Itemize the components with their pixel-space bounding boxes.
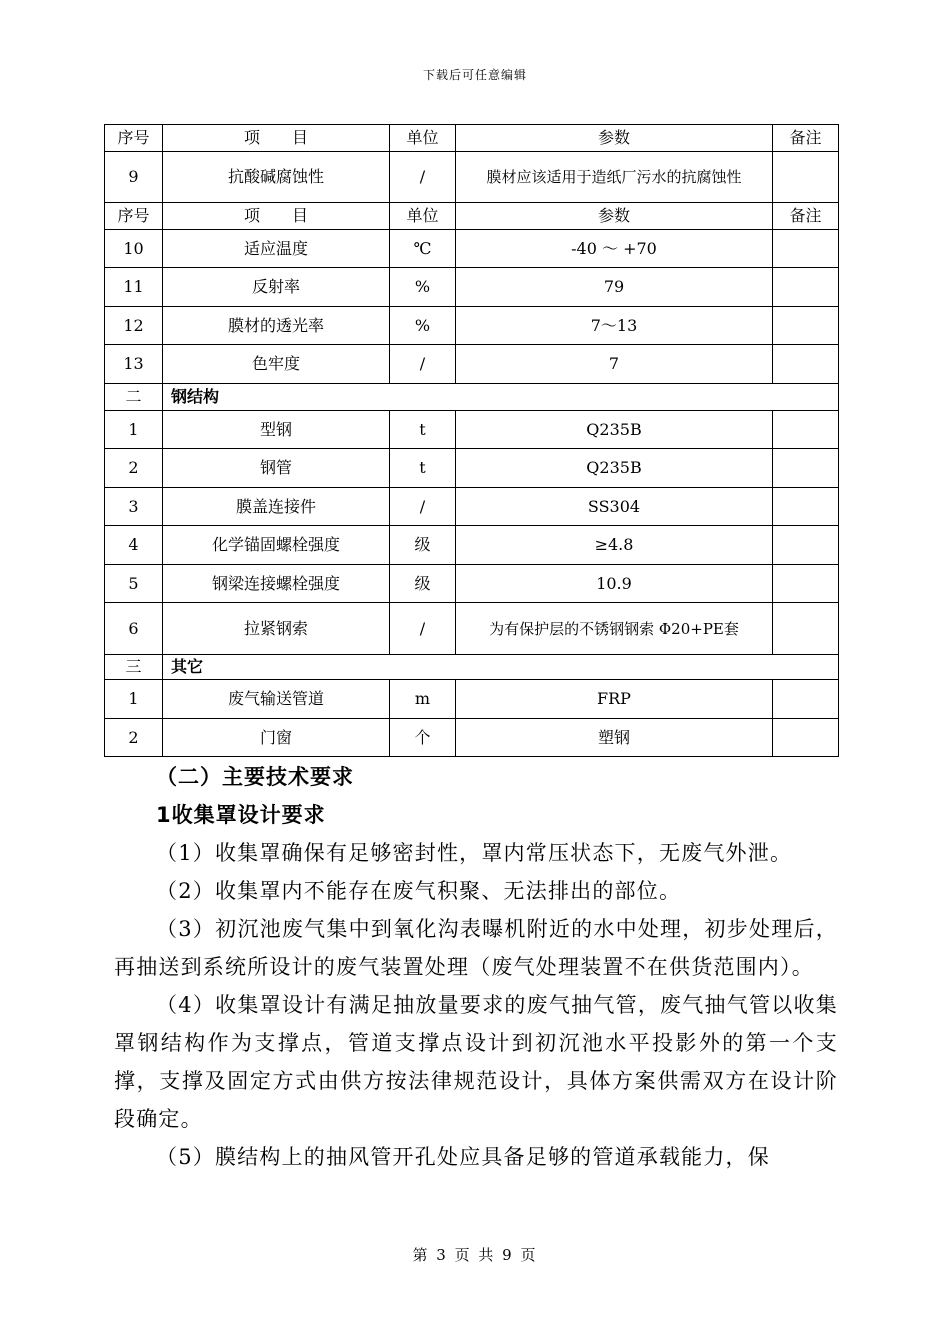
cell-item: 废气输送管道 (163, 680, 390, 719)
table-row (105, 680, 839, 719)
cell-note (773, 230, 839, 268)
table-row (105, 411, 839, 449)
cell-note (773, 411, 839, 449)
col-header-param: 参数 (456, 203, 773, 230)
paragraph-4: （4）收集罩设计有满足抽放量要求的废气抽气管，废气抽气管以收集罩钢结构作为支撑点，管道支撑点设计到初沉池水平投影外的第一个支撑，支撑及固定方式由供方按法律规范设计，具体方案供需双方在设计阶段确定。 (114, 993, 838, 1131)
section-title: 其它 (163, 655, 839, 680)
table-row (105, 526, 839, 565)
cell-unit: t (390, 411, 456, 449)
cell-no: 2 (105, 719, 163, 757)
cell-item: 型钢 (163, 411, 390, 449)
cell-item: 反射率 (163, 268, 390, 307)
cell-param: Q235B (456, 411, 773, 449)
cell-item: 钢管 (163, 449, 390, 488)
col-header-no: 序号 (105, 125, 163, 152)
cell-no: 4 (105, 526, 163, 565)
cell-no: 12 (105, 307, 163, 345)
paragraph-3: （3）初沉池废气集中到氧化沟表曝机附近的水中处理，初步处理后，再抽送到系统所设计的废气装置处理（废气处理装置不在供货范围内）。 (114, 917, 838, 979)
cell-param: 为有保护层的不锈钢钢索 Φ20+PE套 (456, 603, 773, 655)
cell-no: 5 (105, 565, 163, 603)
cell-no: 11 (105, 268, 163, 307)
cell-unit: / (390, 152, 456, 203)
table-row (105, 230, 839, 268)
section-row-steel (105, 384, 839, 411)
section-title: 钢结构 (163, 384, 839, 411)
cell-param: 塑钢 (456, 719, 773, 757)
cell-note (773, 488, 839, 526)
cell-param: 10.9 (456, 565, 773, 603)
cell-note (773, 603, 839, 655)
cell-note (773, 449, 839, 488)
table-row (105, 449, 839, 488)
table-row (105, 488, 839, 526)
col-header-no: 序号 (105, 203, 163, 230)
col-header-item: 项 目 (163, 125, 390, 152)
cell-unit: ℃ (390, 230, 456, 268)
cell-note (773, 680, 839, 719)
spec-table (104, 124, 839, 757)
cell-item: 钢梁连接螺栓强度 (163, 565, 390, 603)
cell-unit: / (390, 345, 456, 384)
cell-item: 拉紧钢索 (163, 603, 390, 655)
cell-no: 3 (105, 488, 163, 526)
cell-item: 膜盖连接件 (163, 488, 390, 526)
cell-param: 膜材应该适用于造纸厂污水的抗腐蚀性 (456, 152, 773, 203)
section-row-other (105, 655, 839, 680)
cell-item: 色牢度 (163, 345, 390, 384)
table-row (105, 268, 839, 307)
page-footer: 第 3 页 共 9 页 (412, 1246, 538, 1264)
cell-note (773, 268, 839, 307)
cell-item: 膜材的透光率 (163, 307, 390, 345)
cell-no: 1 (105, 680, 163, 719)
table-header-row-repeat (105, 203, 839, 230)
col-header-note: 备注 (773, 203, 839, 230)
cell-unit: % (390, 307, 456, 345)
cell-note (773, 565, 839, 603)
cell-param: SS304 (456, 488, 773, 526)
paragraph-2: （2）收集罩内不能存在废气积聚、无法排出的部位。 (156, 879, 682, 903)
subsection-heading: 1收集罩设计要求 (156, 803, 326, 827)
cell-param: ≥4.8 (456, 526, 773, 565)
cell-unit: % (390, 268, 456, 307)
section-no: 三 (105, 655, 163, 680)
body-text (114, 758, 838, 1176)
col-header-param: 参数 (456, 125, 773, 152)
cell-no: 2 (105, 449, 163, 488)
col-header-note: 备注 (773, 125, 839, 152)
cell-item: 适应温度 (163, 230, 390, 268)
table-row (105, 719, 839, 757)
cell-param: 7 (456, 345, 773, 384)
cell-no: 9 (105, 152, 163, 203)
cell-note (773, 152, 839, 203)
cell-note (773, 719, 839, 757)
cell-no: 13 (105, 345, 163, 384)
cell-param: Q235B (456, 449, 773, 488)
col-header-unit: 单位 (390, 125, 456, 152)
cell-unit: / (390, 603, 456, 655)
cell-note (773, 345, 839, 384)
cell-item: 化学锚固螺栓强度 (163, 526, 390, 565)
cell-unit: 级 (390, 526, 456, 565)
cell-param: -40 ～ +70 (456, 230, 773, 268)
cell-unit: / (390, 488, 456, 526)
section-no: 二 (105, 384, 163, 411)
cell-unit: m (390, 680, 456, 719)
table-row (105, 603, 839, 655)
cell-no: 6 (105, 603, 163, 655)
page-header: 下载后可任意编辑 (422, 68, 527, 82)
table-row (105, 152, 839, 203)
table-row (105, 565, 839, 603)
cell-param: 79 (456, 268, 773, 307)
table-row (105, 307, 839, 345)
cell-unit: 级 (390, 565, 456, 603)
paragraph-1: （1）收集罩确保有足够密封性，罩内常压状态下，无废气外泄。 (156, 841, 793, 865)
paragraph-5: （5）膜结构上的抽风管开孔处应具备足够的管道承载能力，保 (156, 1145, 770, 1169)
cell-note (773, 526, 839, 565)
section-heading: （二）主要技术要求 (156, 765, 354, 789)
cell-unit: t (390, 449, 456, 488)
cell-item: 抗酸碱腐蚀性 (163, 152, 390, 203)
cell-unit: 个 (390, 719, 456, 757)
cell-param: 7～13 (456, 307, 773, 345)
table-row (105, 345, 839, 384)
cell-item: 门窗 (163, 719, 390, 757)
cell-note (773, 307, 839, 345)
cell-no: 10 (105, 230, 163, 268)
cell-param: FRP (456, 680, 773, 719)
col-header-unit: 单位 (390, 203, 456, 230)
cell-no: 1 (105, 411, 163, 449)
col-header-item: 项 目 (163, 203, 390, 230)
table-header-row (105, 125, 839, 152)
